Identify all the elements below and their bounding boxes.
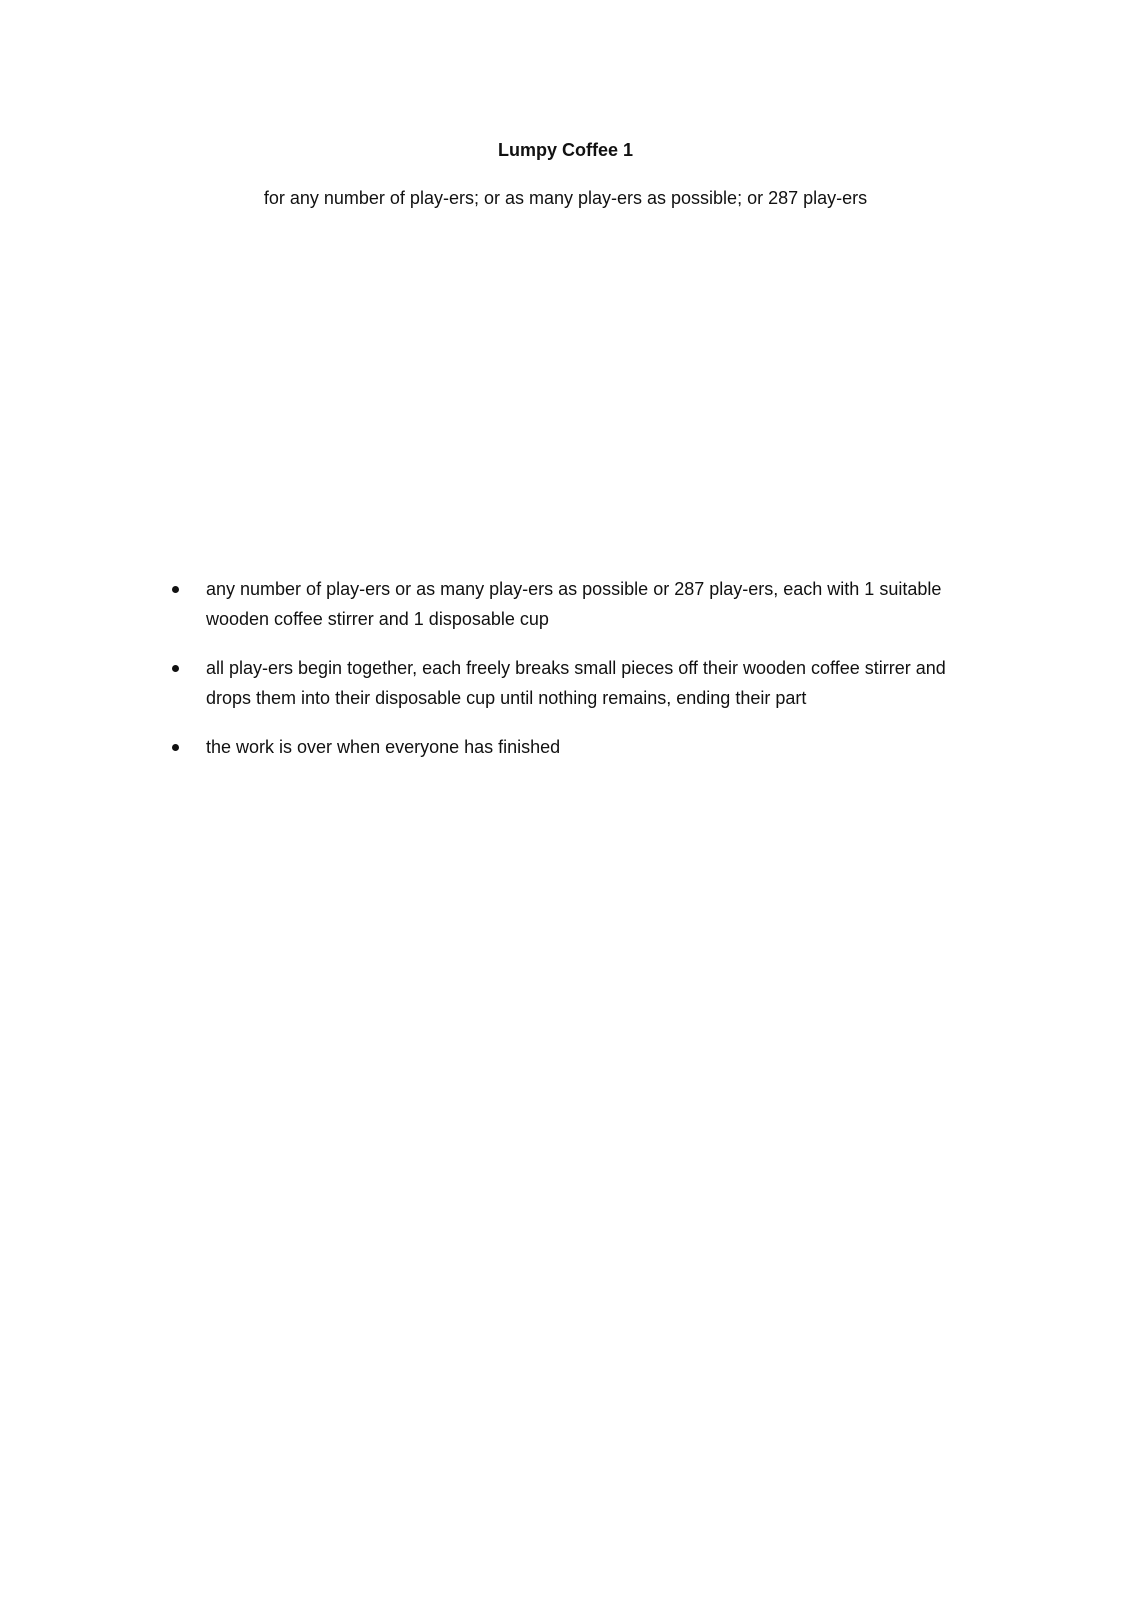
instruction-text: all play-ers begin together, each freely breaks small pieces off their wooden coffee stirrer and drops them into their disposable cup until nothing remains, ending their part	[206, 658, 946, 708]
instruction-list	[172, 574, 982, 781]
bullet-icon	[172, 744, 179, 751]
instruction-item	[172, 653, 982, 713]
bullet-icon	[172, 665, 179, 672]
instruction-item	[172, 574, 982, 634]
instruction-text: any number of play-ers or as many play-ers as possible or 287 play-ers, each with 1 suitable wooden coffee stirrer and 1 disposable cup	[206, 579, 942, 629]
document-subtitle: for any number of play-ers; or as many play-ers as possible; or 287 play-ers	[263, 188, 868, 208]
bullet-icon	[172, 586, 179, 593]
instruction-item	[172, 732, 982, 762]
instruction-text: the work is over when everyone has finished	[206, 737, 561, 757]
document-title: Lumpy Coffee 1	[497, 140, 634, 160]
